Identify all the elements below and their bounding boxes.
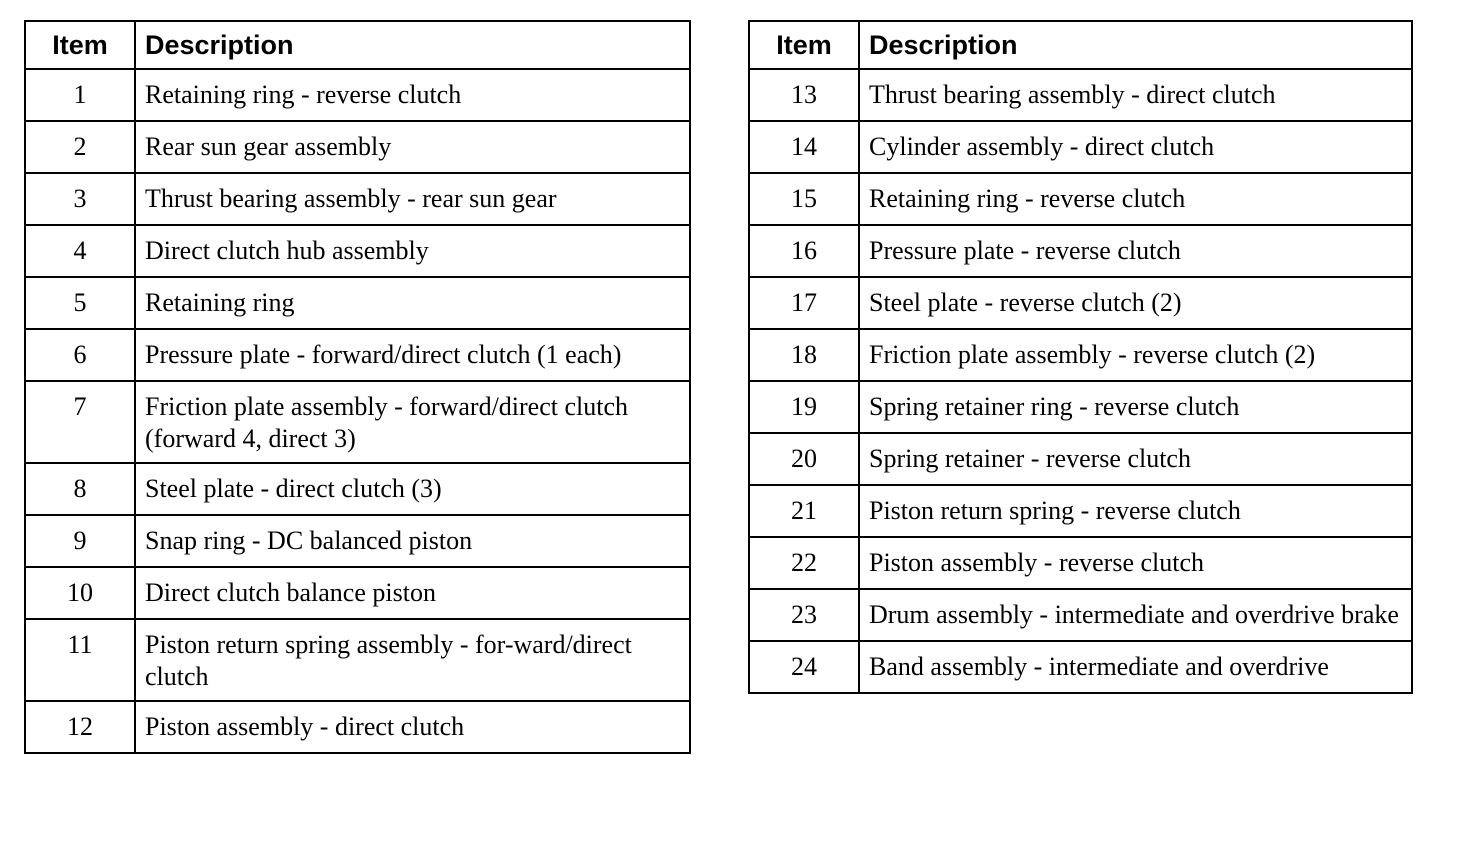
header-description: Description	[859, 21, 1412, 69]
item-number: 20	[749, 433, 859, 485]
header-description: Description	[135, 21, 690, 69]
table-row	[749, 485, 1412, 537]
table-row	[749, 589, 1412, 641]
parts-table-left	[24, 20, 691, 754]
table-row	[25, 173, 690, 225]
header-item: Item	[25, 21, 135, 69]
item-description: Steel plate - reverse clutch (2)	[859, 277, 1412, 329]
table-row	[749, 277, 1412, 329]
table-row	[25, 515, 690, 567]
table-row	[749, 173, 1412, 225]
item-number: 15	[749, 173, 859, 225]
table-row	[749, 225, 1412, 277]
item-description: Rear sun gear assembly	[135, 121, 690, 173]
table-row	[749, 69, 1412, 121]
table-row	[25, 225, 690, 277]
item-description: Retaining ring - reverse clutch	[135, 69, 690, 121]
item-number: 9	[25, 515, 135, 567]
item-number: 16	[749, 225, 859, 277]
table-row	[25, 277, 690, 329]
item-description: Steel plate - direct clutch (3)	[135, 463, 690, 515]
item-description: Direct clutch balance piston	[135, 567, 690, 619]
item-description: Spring retainer - reverse clutch	[859, 433, 1412, 485]
table-row	[749, 381, 1412, 433]
item-number: 8	[25, 463, 135, 515]
item-number: 18	[749, 329, 859, 381]
item-number: 4	[25, 225, 135, 277]
item-description: Pressure plate - reverse clutch	[859, 225, 1412, 277]
item-number: 22	[749, 537, 859, 589]
item-description: Friction plate assembly - forward/direct clutch (forward 4, direct 3)	[135, 381, 690, 463]
item-description: Cylinder assembly - direct clutch	[859, 121, 1412, 173]
item-number: 21	[749, 485, 859, 537]
table-row	[25, 329, 690, 381]
table-row	[749, 329, 1412, 381]
parts-table-right	[748, 20, 1413, 694]
item-description: Piston assembly - direct clutch	[135, 701, 690, 753]
item-description: Piston assembly - reverse clutch	[859, 537, 1412, 589]
item-description: Spring retainer ring - reverse clutch	[859, 381, 1412, 433]
table-row	[25, 381, 690, 463]
item-number: 23	[749, 589, 859, 641]
table-row	[25, 701, 690, 753]
table-row	[749, 433, 1412, 485]
item-number: 19	[749, 381, 859, 433]
item-description: Thrust bearing assembly - direct clutch	[859, 69, 1412, 121]
item-number: 5	[25, 277, 135, 329]
item-number: 7	[25, 381, 135, 463]
table-header-row	[25, 21, 690, 69]
table-row	[749, 641, 1412, 693]
item-description: Retaining ring	[135, 277, 690, 329]
item-number: 13	[749, 69, 859, 121]
item-description: Friction plate assembly - reverse clutch (2)	[859, 329, 1412, 381]
item-number: 1	[25, 69, 135, 121]
item-number: 24	[749, 641, 859, 693]
item-description: Piston return spring assembly - for-ward/direct clutch	[135, 619, 690, 701]
table-row	[25, 121, 690, 173]
item-number: 14	[749, 121, 859, 173]
table-row	[749, 121, 1412, 173]
table-row	[25, 463, 690, 515]
item-number: 3	[25, 173, 135, 225]
item-description: Pressure plate - forward/direct clutch (1 each)	[135, 329, 690, 381]
item-number: 17	[749, 277, 859, 329]
item-description: Piston return spring - reverse clutch	[859, 485, 1412, 537]
item-description: Direct clutch hub assembly	[135, 225, 690, 277]
item-number: 6	[25, 329, 135, 381]
header-item: Item	[749, 21, 859, 69]
table-header-row	[749, 21, 1412, 69]
item-description: Drum assembly - intermediate and overdrive brake	[859, 589, 1412, 641]
table-row	[749, 537, 1412, 589]
item-description: Retaining ring - reverse clutch	[859, 173, 1412, 225]
item-number: 2	[25, 121, 135, 173]
item-description: Thrust bearing assembly - rear sun gear	[135, 173, 690, 225]
item-number: 12	[25, 701, 135, 753]
table-row	[25, 69, 690, 121]
item-number: 10	[25, 567, 135, 619]
item-number: 11	[25, 619, 135, 701]
item-description: Snap ring - DC balanced piston	[135, 515, 690, 567]
item-description: Band assembly - intermediate and overdrive	[859, 641, 1412, 693]
table-row	[25, 619, 690, 701]
table-row	[25, 567, 690, 619]
